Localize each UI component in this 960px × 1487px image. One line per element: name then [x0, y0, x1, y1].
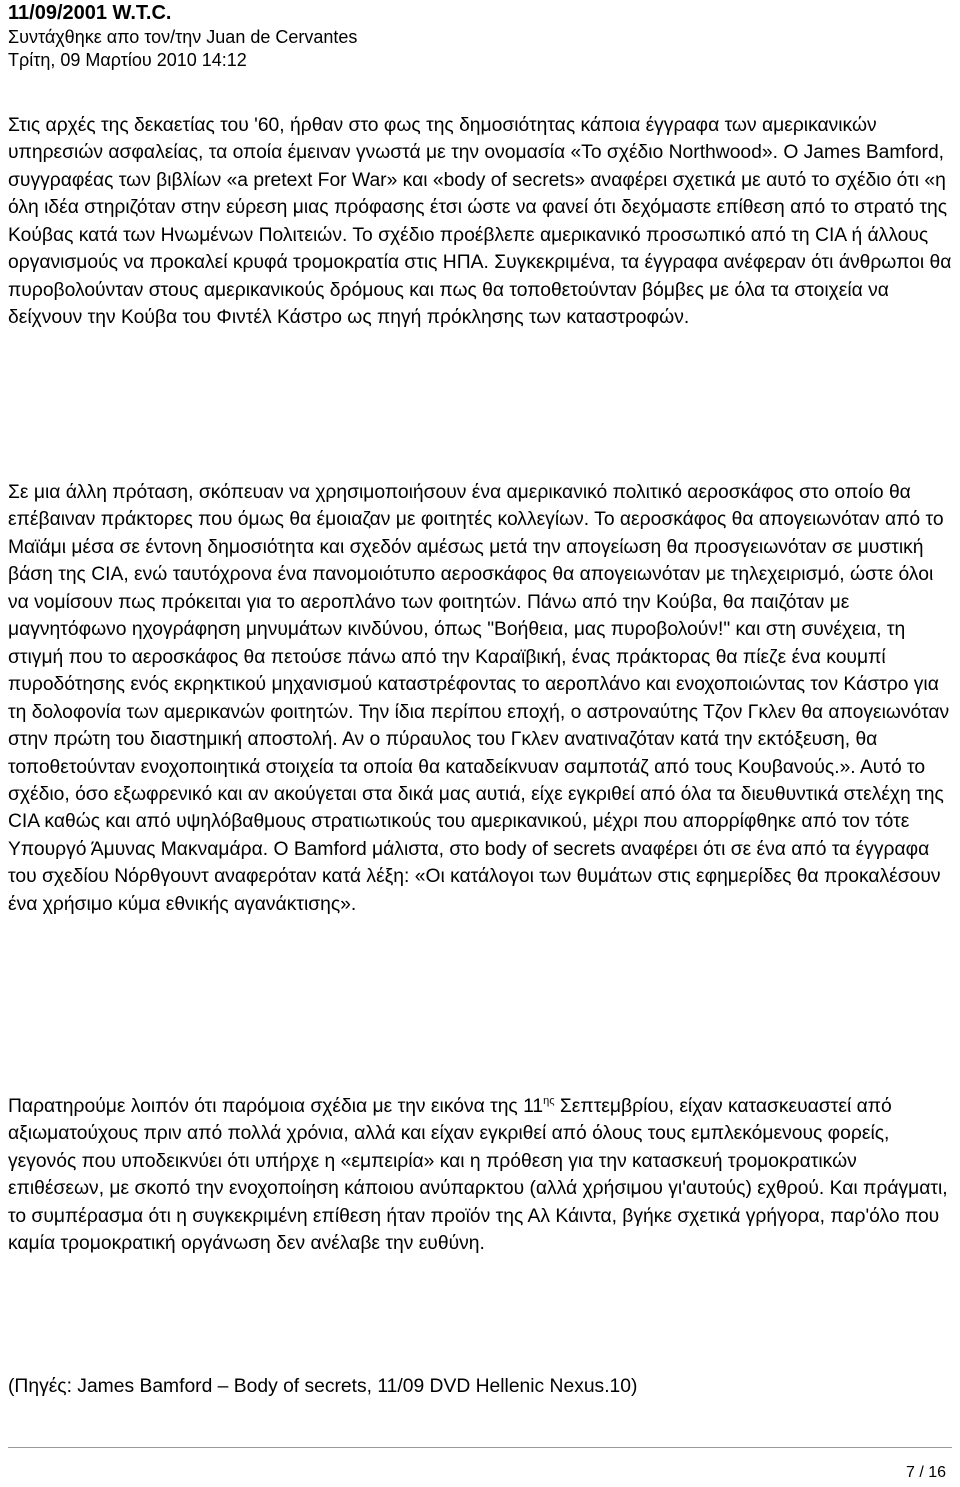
- conclusion-text-end: Σεπτεμβρίου, είχαν κατασκευαστεί από αξιωματούχους πριν από πολλά χρόνια, αλλά και είχαν εγκριθεί από όλους τους εμπλεκόμενους φορείς, γεγονός που υποδεικνύει ότι υπήρχε η «εμπειρία» και η πρόθεση για την κατασκευή τρομοκρατικών επιθέσεων, με σκοπό την ενοχοποίηση κάποιου ανύπαρκτου (αλλά χρήσιμου γι'αυτούς) εχθρού. Και πράγματι, το συμπέρασμα ότι η συγκεκριμένη επίθεση ήταν προϊόν της Αλ Κάιντα, βγήκε σχετικά γρήγορα, παρ'όλο που καμία τρομοκρατική οργάνωση δεν ανέλαβε την ευθύνη.: [8, 1096, 948, 1255]
- paragraph-aircraft-plan: Σε μια άλλη πρόταση, σκόπευαν να χρησιμοποιήσουν ένα αμερικανικό πολιτικό αεροσκάφος στο οποίο θα επέβαιναν πράκτορες που όμως θα έμοιαζαν με φοιτητές κολλεγίων. Το αεροσκάφος θα απογειωνόταν από το Μαϊάμι μέσα σε έντονη δημοσιότητα και σχεδόν αμέσως μετά την απογείωση θα προσγειωνόταν σε μυστική βάση της CIA, ενώ ταυτόχρονα ένα πανομοιότυπο αεροσκάφος θα απογειωνόταν με τηλεχειρισμό, ώστε όλοι να νομίσουν πως πρόκειται για το αεροπλάνο των φοιτητών. Πάνω από την Κούβα, θα παιζόταν με μαγνητόφωνο ηχογράφηση μηνυμάτων κινδύνου, όπως "Βοήθεια, μας πυροβολούν!" και στη συνέχεια, τη στιγμή που το αεροσκάφος θα πετούσε πάνω από την Καραϊβική, ένας πράκτορας θα πίεζε ένα κουμπί πυροδότησης ενός εκρηκτικού μηχανισμού καταστρέφοντας το αεροπλάνο και ενοχοποιώντας τον Κάστρο για τη δολοφονία των αμερικανών φοιτητών. Την ίδια περίπου εποχή, ο αστροναύτης Τζον Γκλεν θα απογειωνόταν στην πρώτη του διαστημική αποστολή. Αν ο πύραυλος του Γκλεν ανατιναζόταν κατά την εκτόξευση, θα τοποθετούνταν ενοχοποιητικά στοιχεία τα οποία θα καταδείκνυαν σαμποτάζ από τους Κουβανούς.». Αυτό το σχέδιο, όσο εξωφρενικό και αν ακούγεται στα δικά μας αυτιά, είχε εγκριθεί από όλα τα διευθυντικά στελέχη της CIA καθώς και από υψηλόβαθμους στρατιωτικούς του αμερικανικού, μέχρι που απορρίφθηκε από τον τότε Υπουργό Άμυνας Μακναμάρα. Ο Bamford μάλιστα, στο body of secrets αναφέρει ότι σε ένα από τα έγγραφα του σχεδίου Νόρθγουντ αναφερόταν κατά λέξη: «Οι κατάλογοι των θυμάτων στις εφημερίδες θα προκαλέσουν ένα χρήσιμο κύμα εθνικής αγανάκτισης».: [8, 482, 950, 915]
- article-header: [8, 0, 948, 72]
- author-line: Συντάχθηκε απο τον/την Juan de Cervantes: [8, 27, 358, 47]
- paragraph-northwood-intro: Στις αρχές της δεκαετίας του '60, ήρθαν στο φως της δημοσιότητας κάποια έγγραφα των αμερικανικών υπηρεσιών ασφαλείας, τα οποία έμειναν γνωστά με την ονομασία «Το σχέδιο Northwood». Ο James Bamford, συγγραφέας των βιβλίων «a pretext For War» και «body of secrets» αναφέρει σχετικά με αυτό το σχέδιο ότι «η όλη ιδέα στηριζόταν στην εύρεση μιας πρόφασης έτσι ώστε να φανεί ότι δεχόμαστε επίθεση από το στρατό της Κούβας κατά των Ηνωμένων Πολιτειών. Το σχέδιο προέβλεπε αμερικανικό προσωπικό από τη CIA ή άλλους οργανισμούς να προκαλεί κρυφά τρομοκρατία στις ΗΠΑ. Συγκεκριμένα, τα έγγραφα ανέφεραν ότι άνθρωποι θα πυροβολούνταν στους αμερικανικούς δρόμους και πως θα τοποθετούνταν βόμβες με όλα τα στοιχεία να δείχνουν την Κούβα του Φιντέλ Κάστρο ως πηγή πρόκλησης των καταστροφών.: [8, 115, 952, 329]
- date-line: Τρίτη, 09 Μαρτίου 2010 14:12: [8, 50, 247, 70]
- footer-divider: [8, 1447, 952, 1448]
- paragraph-conclusion: [8, 1093, 953, 1258]
- page-number: 7 / 16: [905, 1464, 946, 1481]
- ordinal-superscript: ης: [543, 1095, 555, 1107]
- document-title: 11/09/2001 W.T.C.: [8, 2, 172, 24]
- sources-line: (Πηγές: James Bamford – Body of secrets, 11/09 DVD Hellenic Nexus.10): [8, 1376, 638, 1397]
- conclusion-text-start: Παρατηρούμε λοιπόν ότι παρόμοια σχέδια με την εικόνα της 11: [8, 1096, 544, 1117]
